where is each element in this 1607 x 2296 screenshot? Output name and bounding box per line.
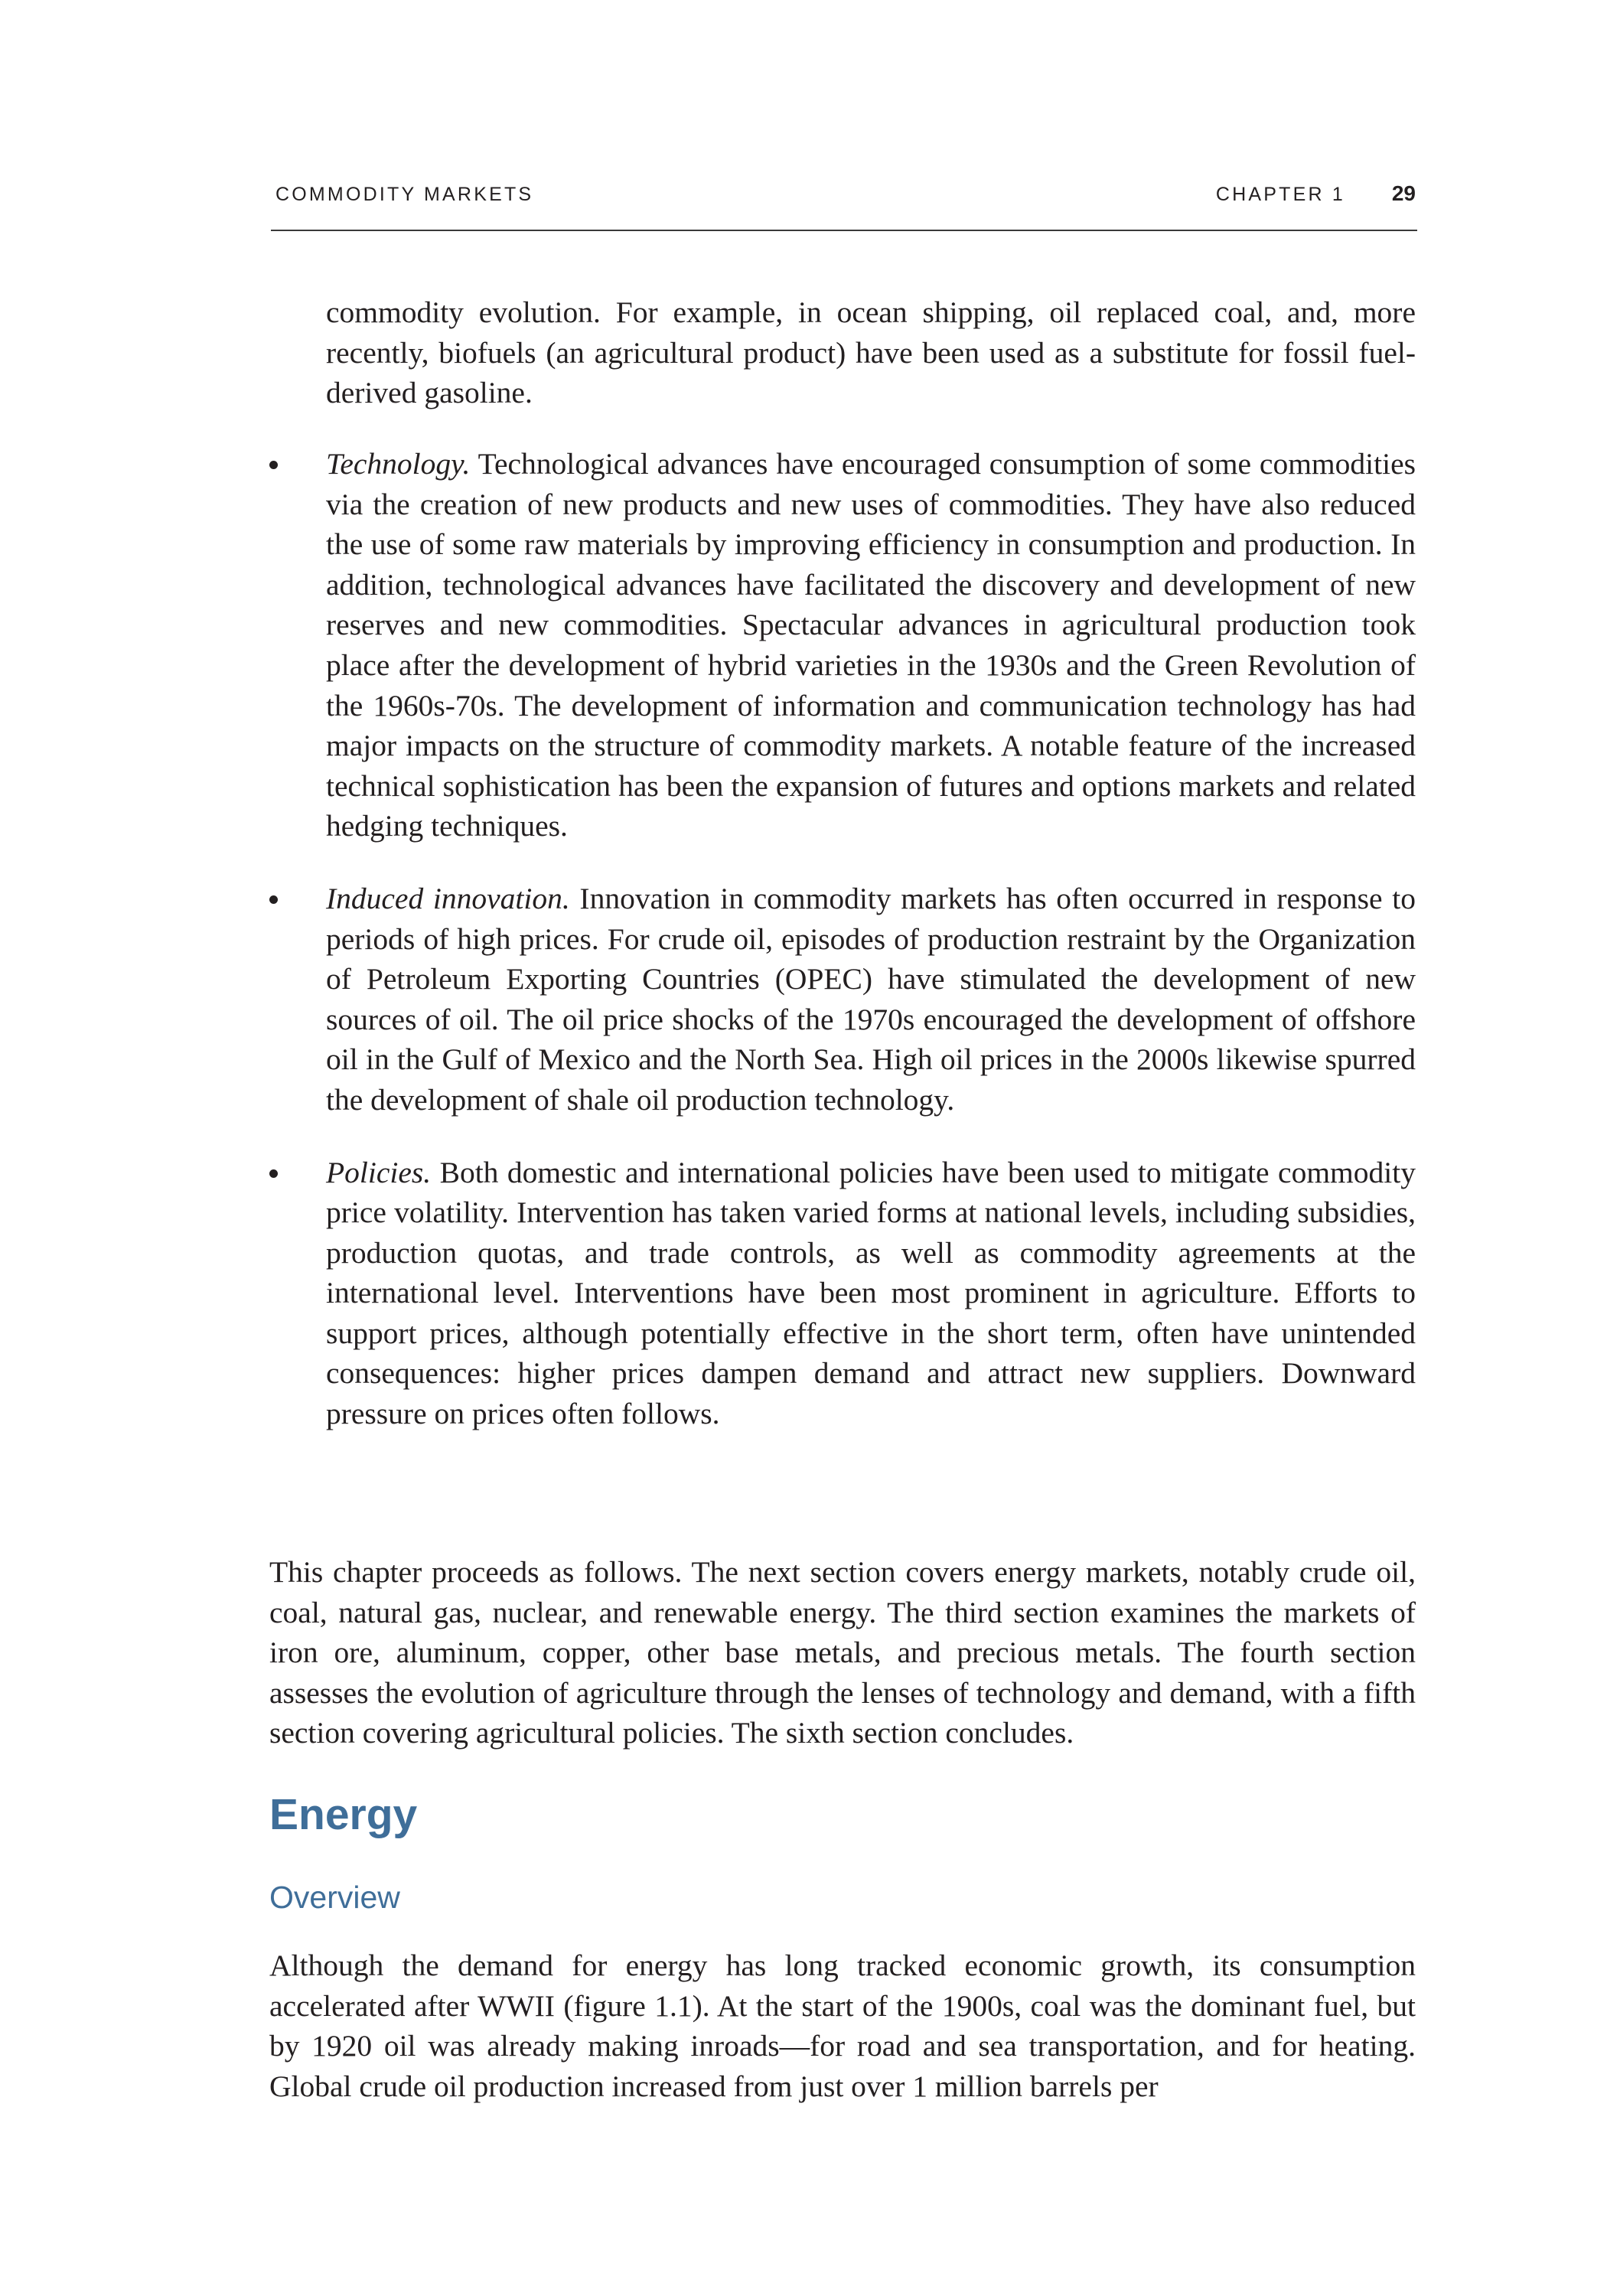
bullet-item-induced-innovation [269, 879, 1416, 1120]
header-rule [271, 230, 1417, 231]
bullet-body: Technological advances have encouraged consumption of some commodities via the creation of new products and new uses of commodities. They have also reduced the use of some raw materials by improving efficiency in consumption and production. In addition, technological advances have facilitated the discovery and development of new reserves and new commodities. Spectacular advances in agricultural production took place after the development of hybrid varieties in the 1930s and the Green Revolution of the 1960s-70s. The development of information and communication technology has had major impacts on the structure of commodity markets. A notable feature of the increased technical sophistication has been the expansion of futures and options markets and related hedging techniques. [326, 447, 1416, 843]
running-title: COMMODITY MARKETS [275, 184, 534, 205]
bullet-icon [269, 1169, 278, 1178]
continuation-paragraph: commodity evolution. For example, in ocean shipping, oil replaced coal, and, more recently, biofuels (an agricultural product) have been used as a substitute for fossil fuel-derived gasoline. [326, 295, 1416, 410]
bullet-item-technology [269, 444, 1416, 846]
bullet-text [326, 1153, 1416, 1434]
bullet-body: Innovation in commodity markets has often occurred in response to periods of high prices. For crude oil, episodes of production restraint by the Organization of Petroleum Exporting Countries (OPEC) have stimulated the development of new sources of oil. The oil price shocks of the 1970s encouraged the development of offshore oil in the Gulf of Mexico and the North Sea. High oil prices in the 2000s likewise spurred the development of shale oil production technology. [326, 881, 1416, 1117]
bullet-text [326, 444, 1416, 846]
running-header [269, 181, 1416, 207]
bullet-body: Both domestic and international policies have been used to mitigate commodity price volatility. Intervention has taken varied forms at national levels, including subsidies, production quotas, and trade controls, as well as commodity agreements at the international level. Interventions have been most prominent in agriculture. Efforts to support prices, although potentially effective in the short term, often have unintended consequences: higher prices dampen demand and attract new suppliers. Downward pressure on prices often follows. [326, 1155, 1416, 1431]
bullet-text [326, 879, 1416, 1120]
bullet-lead: Induced innovation. [326, 881, 570, 915]
chapter-label: CHAPTER 1 [1215, 184, 1345, 205]
bullet-lead: Policies. [326, 1155, 432, 1189]
bullet-item-policies [269, 1153, 1416, 1434]
subsection-heading-overview: Overview [269, 1880, 400, 1915]
bullet-icon [269, 461, 278, 469]
bullet-icon [269, 895, 278, 904]
chapter-overview-paragraph: This chapter proceeds as follows. The next section covers energy markets, notably crude oil, coal, natural gas, nuclear, and renewable energy. The third section examines the markets of iron ore, aluminum, copper, other base metals, and precious metals. The fourth section assesses the evolution of agriculture through the lenses of technology and demand, with a fifth section covering agricultural policies. The sixth section concludes. [269, 1555, 1416, 1750]
bullet-list [269, 444, 1416, 1466]
energy-overview-paragraph: Although the demand for energy has long tracked economic growth, its consumption accelerated after WWII (figure 1.1). At the start of the 1900s, coal was the dominant fuel, but by 1920 oil was already making inroads—for road and sea transportation, and for heating. Global crude oil production increased from just over 1 million barrels per [269, 1949, 1416, 2103]
bullet-lead: Technology. [326, 447, 471, 481]
page-number: 29 [1391, 181, 1416, 205]
section-heading-energy: Energy [269, 1790, 418, 1839]
